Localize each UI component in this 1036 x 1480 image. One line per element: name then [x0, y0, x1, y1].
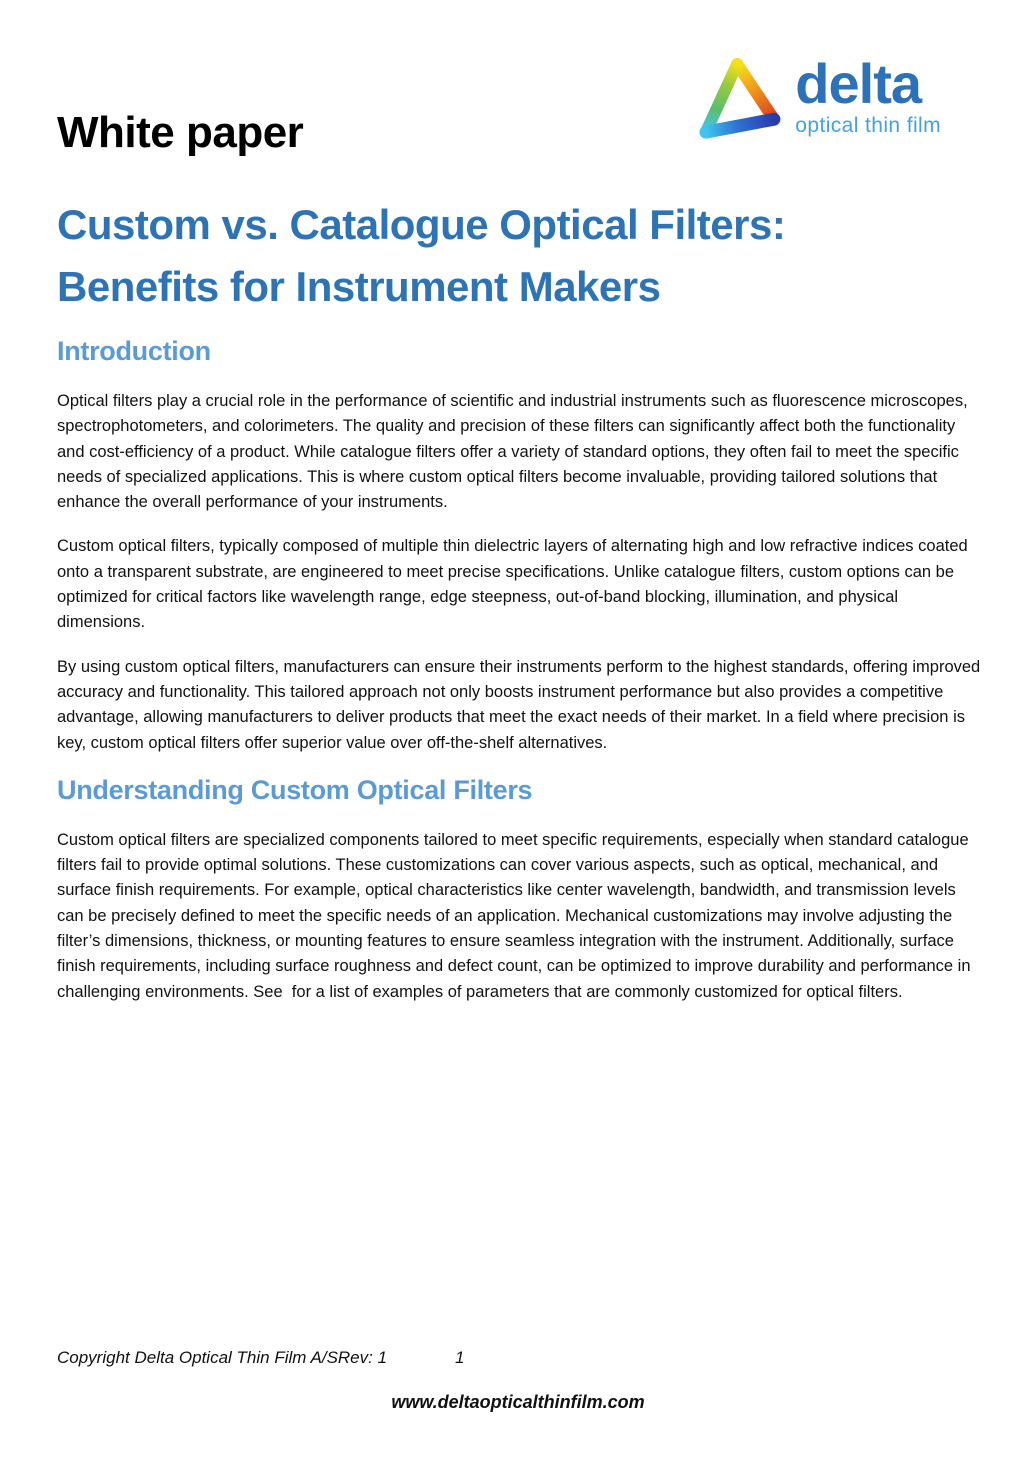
page-number: 1	[455, 1348, 465, 1367]
page-footer	[0, 1348, 1036, 1413]
paragraph: Custom optical filters, typically composed of multiple thin dielectric layers of alternating high and low refractive indices coated onto a transparent substrate, are engineered to meet precise specifications. Unlike catalogue filters, custom options can be optimized for critical factors like wavelength range, edge steepness, out-of-band blocking, illumination, and physical dimensions.	[57, 537, 973, 632]
document-title-line-1: Custom vs. Catalogue Optical Filters:	[57, 201, 786, 248]
paragraph: By using custom optical filters, manufacturers can ensure their instruments perform to the highest standards, offering improved accuracy and functionality. This tailored approach not only boosts instrument performance but also provides a competitive advantage, allowing manufacturers to deliver products that meet the exact needs of their market. In a field where precision is key, custom optical filters offer superior value over off-the-shelf alternatives.	[57, 657, 985, 752]
website-url: www.deltaopticalthinfilm.com	[391, 1392, 645, 1412]
paragraph: Optical filters play a crucial role in the performance of scientific and industrial instruments such as fluorescence microscopes, spectrophotometers, and colorimeters. The quality and precision of these filters can significantly affect both the functionality and cost-efficiency of a product. While catalogue filters offer a variety of standard options, they often fail to meet the specific needs of specialized applications. This is where custom optical filters become invaluable, providing tailored solutions that enhance the overall performance of your instruments.	[57, 392, 973, 512]
paragraph: Custom optical filters are specialized components tailored to meet specific requirements, especially when standard catalogue filters fail to provide optimal solutions. These customizations can cover various aspects, such as optical, mechanical, and surface finish requirements. For example, optical characteristics like center wavelength, bandwidth, and transmission levels can be precisely defined to meet the specific needs of an application. Mechanical customizations may involve adjusting the filter’s dimensions, thickness, or mounting features to ensure seamless integration with the instrument. Additionally, surface finish requirements, including surface roughness and defect count, can be optimized to improve durability and performance in challenging environments. See for a list of examples of parameters that are commonly customized for optical filters.	[57, 830, 976, 1001]
document-title-line-2: Benefits for Instrument Makers	[57, 263, 661, 310]
copyright-line	[0, 1348, 1036, 1368]
logo-wordmark: delta	[795, 52, 921, 115]
document-type-label: White paper	[57, 108, 304, 157]
logo-tagline: optical thin film	[795, 114, 941, 137]
logo-text	[795, 52, 941, 138]
document-title	[57, 194, 979, 318]
page-header	[0, 0, 1036, 158]
section-heading-introduction: Introduction	[57, 336, 211, 366]
section-heading-understanding-custom-optical-filters: Understanding Custom Optical Filters	[57, 774, 533, 805]
document-body	[0, 336, 1036, 1005]
copyright-text: Copyright Delta Optical Thin Film A/SRev: 1	[57, 1348, 388, 1367]
company-logo	[693, 50, 941, 148]
delta-triangle-icon	[693, 50, 785, 148]
